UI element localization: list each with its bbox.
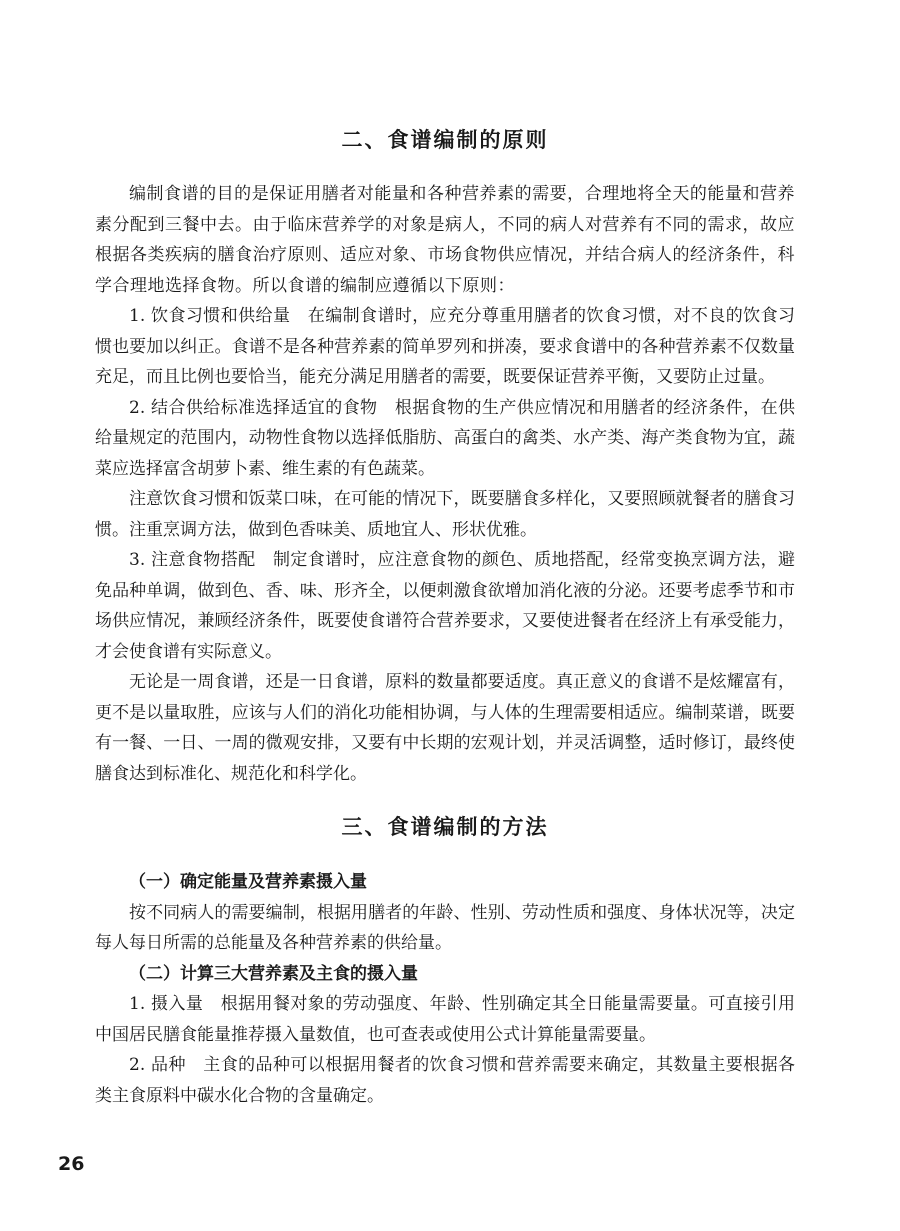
paragraph-principle-3: 3. 注意食物搭配 制定食谱时，应注意食物的颜色、质地搭配，经常变换烹调方法，避免品种单调，做到色、香、味、形齐全，以便刺激食欲增加消化液的分泌。还要考虑季节和市场供应情况，兼顾经济条件，既要使食谱符合营养要求，又要使进餐者在经济上有承受能力，才会使食谱有实际意义。 [95, 550, 795, 662]
page-number: 26 [58, 1153, 85, 1175]
paragraph-principle-1: 1. 饮食习惯和供给量 在编制食谱时，应充分尊重用膳者的饮食习惯，对不良的饮食习惯也要加以纠正。食谱不是各种营养素的简单罗列和拼凑，要求食谱中的各种营养素不仅数量充足，而且比例也要恰当，能充分满足用膳者的需要，既要保证营养平衡，又要防止过量。 [95, 306, 795, 387]
paragraph-staple-variety: 2. 品种 主食的品种可以根据用餐者的饮食习惯和营养需要来确定，其数量主要根据各类主食原料中碳水化合物的含量确定。 [95, 1055, 795, 1106]
paragraph-energy-intake: 按不同病人的需要编制，根据用膳者的年龄、性别、劳动性质和强度、身体状况等，决定每人每日所需的总能量及各种营养素的供给量。 [95, 902, 795, 953]
paragraph-intro: 编制食谱的目的是保证用膳者对能量和各种营养素的需要，合理地将全天的能量和营养素分配到三餐中去。由于临床营养学的对象是病人，不同的病人对营养有不同的需求，故应根据各类疾病的膳食治疗原则、适应对象、市场食物供应情况，并结合病人的经济条件，科学合理地选择食物。所以食谱的编制应遵循以下原则： [95, 184, 795, 296]
section-title-principles: 二、食谱编制的原则 [341, 128, 549, 152]
paragraph-taste-note: 注意饮食习惯和饭菜口味，在可能的情况下，既要膳食多样化，又要照顾就餐者的膳食习惯。注重烹调方法，做到色香味美、质地宜人、形状优雅。 [95, 489, 795, 540]
paragraph-intake-amount: 1. 摄入量 根据用餐对象的劳动强度、年龄、性别确定其全日能量需要量。可直接引用中国居民膳食能量推荐摄入量数值，也可查表或使用公式计算能量需要量。 [95, 994, 795, 1045]
paragraph-conclusion: 无论是一周食谱，还是一日食谱，原料的数量都要适度。真正意义的食谱不是炫耀富有，更不是以量取胜，应该与人们的消化功能相协调，与人体的生理需要相适应。编制菜谱，既要有一餐、一日、一周的微观安排，又要有中长期的宏观计划，并灵活调整，适时修订，最终使膳食达到标准化、规范化和科学化。 [95, 672, 795, 784]
section-title-methods: 三、食谱编制的方法 [341, 815, 549, 839]
subheading-macronutrients: （二）计算三大营养素及主食的摄入量 [129, 963, 418, 984]
paragraph-principle-2: 2. 结合供给标准选择适宜的食物 根据食物的生产供应情况和用膳者的经济条件，在供给量规定的范围内，动物性食物以选择低脂肪、高蛋白的禽类、水产类、海产类食物为宜，蔬菜应选择富含胡萝卜素、维生素的有色蔬菜。 [95, 397, 795, 479]
subheading-energy-intake: （一）确定能量及营养素摄入量 [129, 872, 367, 892]
page-content [95, 118, 795, 1111]
